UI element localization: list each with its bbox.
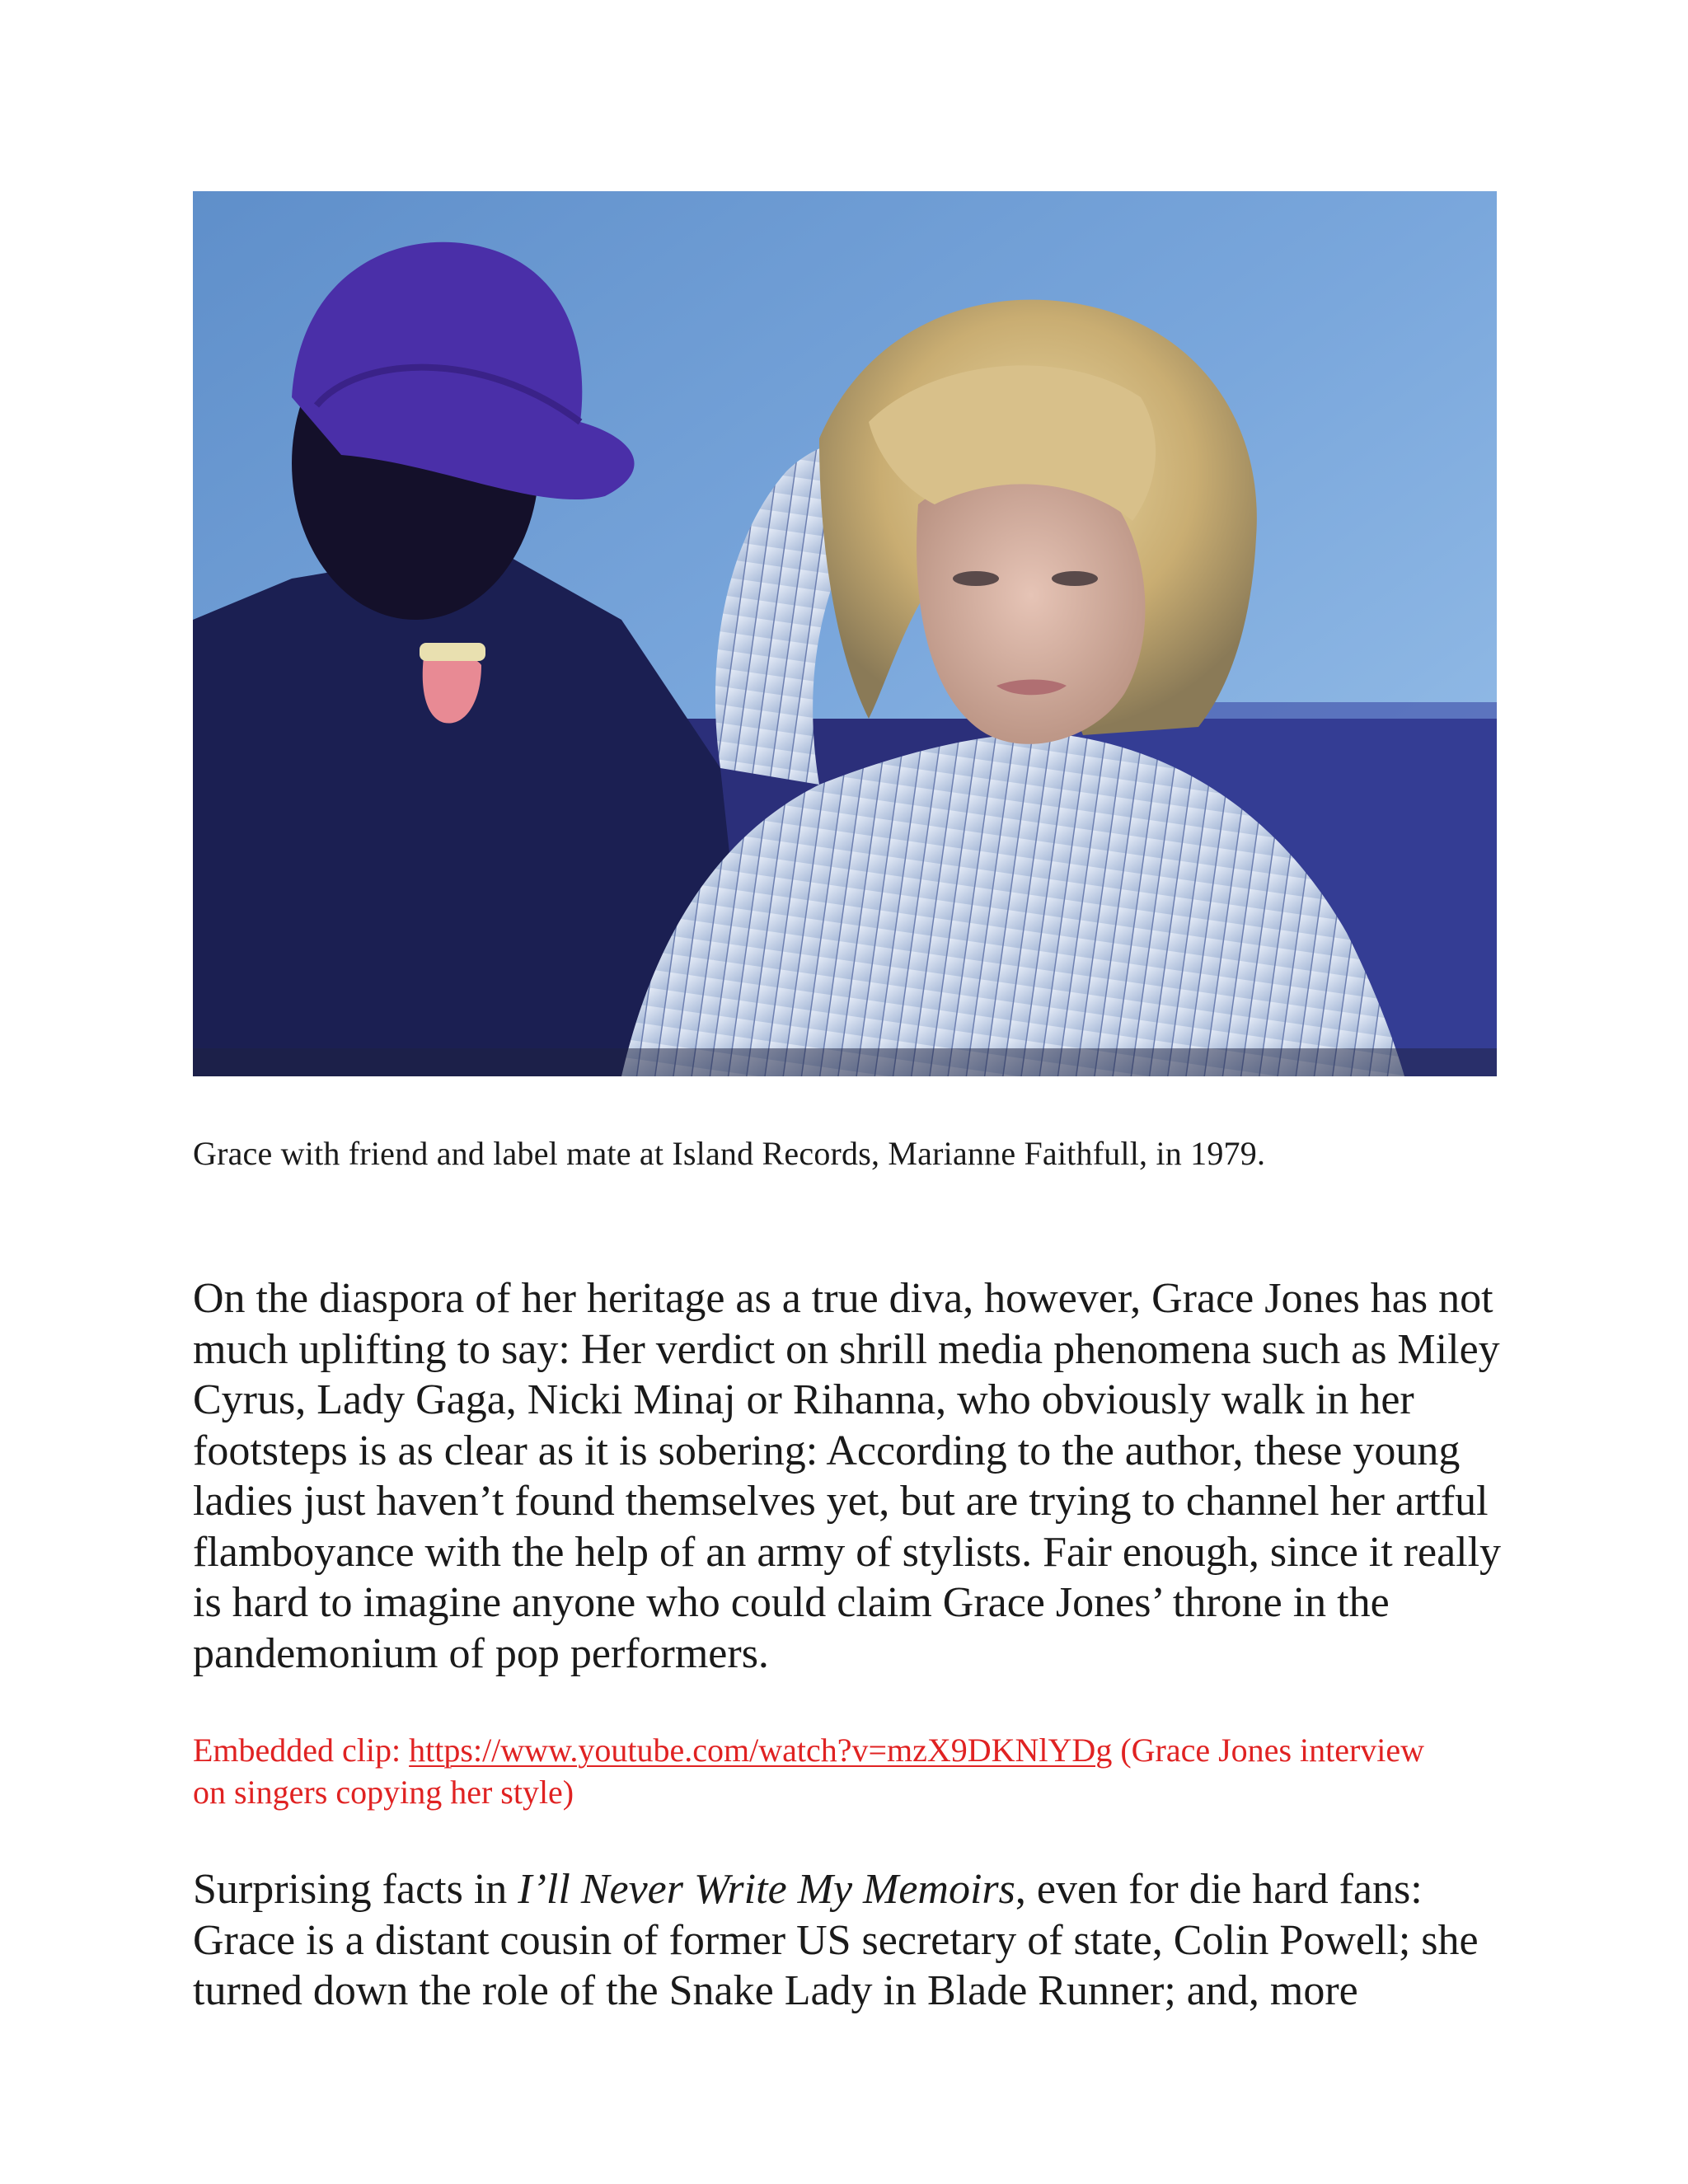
book-title: I’ll Never Write My Memoirs	[518, 1866, 1015, 1913]
body-paragraph-2	[193, 1864, 1512, 2017]
paragraph-2-rest: , even for die hard fans: Grace is a distant cousin of former US secretary of state, Colin Powell; she turned down the role of the Snake Lady in Blade Runner; and, more	[193, 1866, 1479, 2014]
photo-caption: Grace with friend and label mate at Island Records, Marianne Faithfull, in 1979.	[193, 1135, 1266, 1172]
embedded-clip-suffix: (Grace Jones interview on singers copying her style)	[193, 1732, 1425, 1811]
youtube-link[interactable]: https://www.youtube.com/watch?v=mzX9DKNlYDg	[409, 1732, 1113, 1769]
paragraph-2-intro: Surprising facts in	[193, 1866, 518, 1913]
photo-image	[193, 191, 1497, 1076]
embedded-clip-note	[193, 1729, 1429, 1813]
embedded-clip-prefix: Embedded clip:	[193, 1732, 410, 1769]
body-paragraph-1: On the diaspora of her heritage as a true diva, however, Grace Jones has not much uplifting to say: Her verdict on shrill media phenomena such as Miley Cyrus, Lady Gaga, Nicki Minaj or Rihanna, who obviously walk in her footsteps is as clear as it is sobering: According to the author, these young ladies just haven’t found themselves yet, but are trying to channel her artful flamboyance with the help of an army of stylists. Fair enough, since it really is hard to imagine anyone who could claim Grace Jones’ throne in the pandemonium of pop performers.	[193, 1275, 1502, 1677]
